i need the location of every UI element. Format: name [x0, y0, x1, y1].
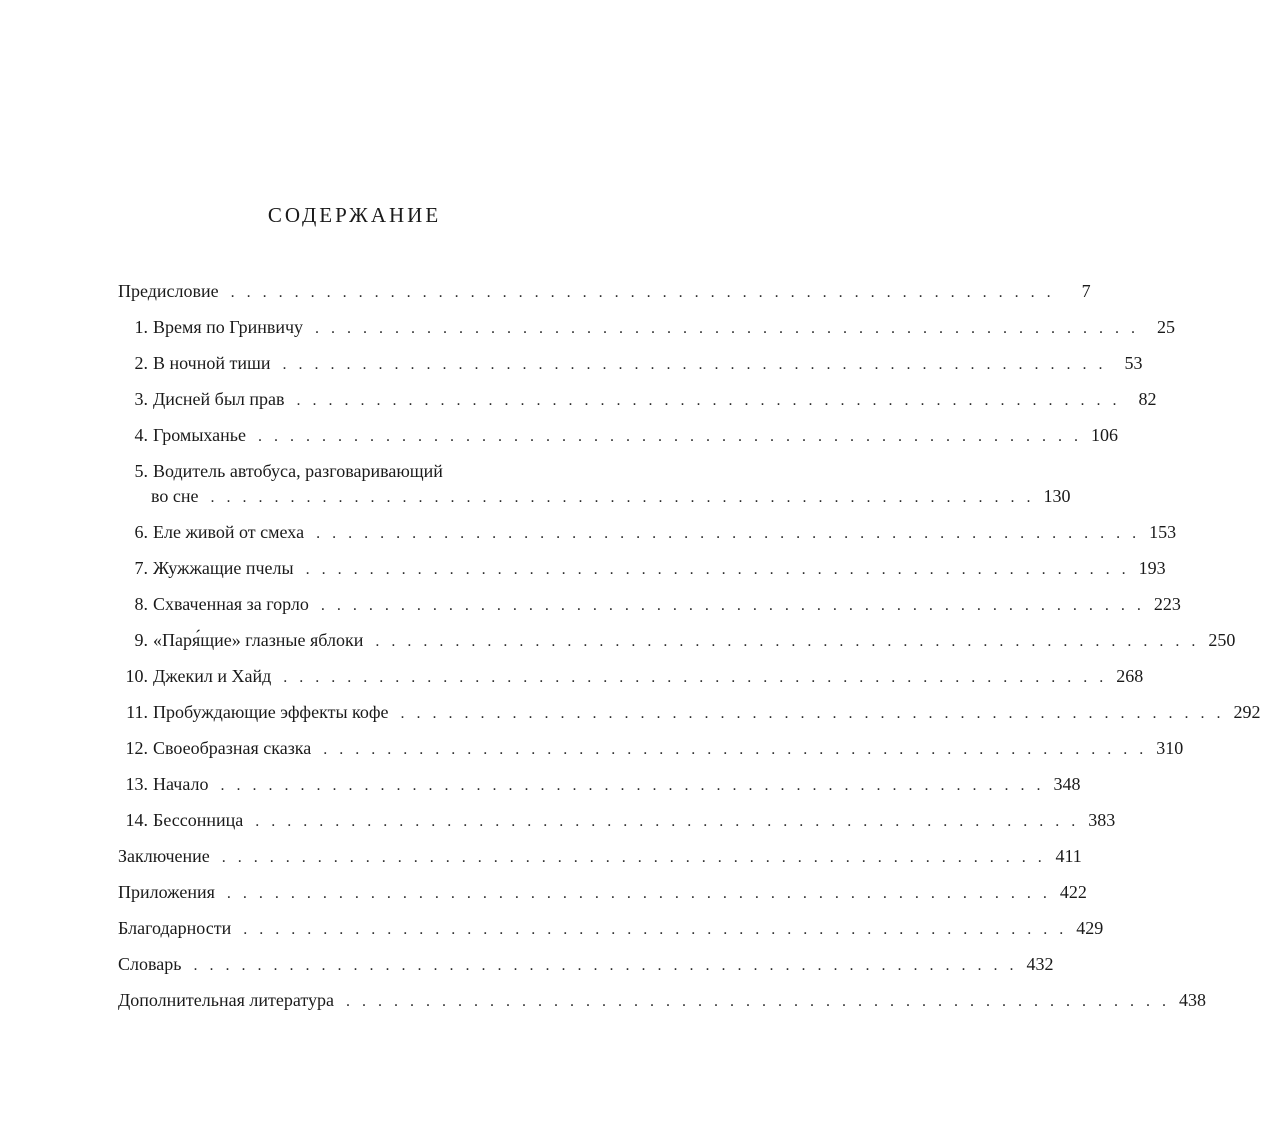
toc-entry-page: 383: [1088, 810, 1116, 830]
toc-leader-dots: . . . . . . . . . . . . . . . . . . . . . . . . . . . . . . . . . . . . . . . . . . . . . . . . . . . .: [316, 525, 1141, 542]
toc-entry-page: 310: [1156, 738, 1184, 758]
toc-entry-number: 2.: [134, 353, 148, 373]
toc-leader-dots: . . . . . . . . . . . . . . . . . . . . . . . . . . . . . . . . . . . . . . . . . . . . . . . . . . . .: [305, 561, 1130, 578]
toc-entry-label: Схваченная за горло: [153, 594, 309, 614]
toc-leader-dots: . . . . . . . . . . . . . . . . . . . . . . . . . . . . . . . . . . . . . . . . . . . . . . . . . . . .: [243, 921, 1068, 938]
toc-entry-label: Еле живой от смеха: [153, 522, 305, 542]
toc-entry-label-line-1: Водитель автобуса, разговаривающий: [153, 461, 443, 481]
toc-entry-page: 130: [1043, 486, 1071, 506]
table-of-contents: [118, 279, 1261, 1024]
toc-entry-glossary: [118, 952, 1054, 978]
toc-entry-page: 411: [1055, 846, 1082, 866]
toc-entry-number: 11.: [126, 702, 148, 722]
toc-entry-page: 422: [1059, 882, 1087, 902]
toc-entry-label: Дисней был прав: [153, 389, 285, 409]
toc-entry-number: 6.: [134, 522, 148, 542]
toc-entry-chapter-12: [118, 736, 1184, 762]
toc-entry-label: «Паря́щие» глазные яблоки: [153, 630, 364, 650]
toc-leader-dots: . . . . . . . . . . . . . . . . . . . . . . . . . . . . . . . . . . . . . . . . . . . . . . . . . . . .: [210, 489, 1035, 506]
toc-entry-number: 4.: [134, 425, 148, 445]
toc-entry-label: Благодарности: [118, 918, 232, 938]
toc-entry-page: 250: [1208, 630, 1236, 650]
toc-entry-page: 106: [1091, 425, 1118, 445]
toc-entry-number: 14.: [125, 810, 148, 830]
toc-entry-chapter-5: [118, 459, 1071, 510]
toc-entry-number: 12.: [125, 738, 148, 758]
toc-entry-chapter-8: [118, 592, 1181, 618]
toc-leader-dots: . . . . . . . . . . . . . . . . . . . . . . . . . . . . . . . . . . . . . . . . . . . . . . . . . . . .: [296, 392, 1121, 409]
toc-leader-dots: . . . . . . . . . . . . . . . . . . . . . . . . . . . . . . . . . . . . . . . . . . . . . . . . . . . .: [258, 428, 1082, 445]
page-title: СОДЕРЖАНИЕ: [267, 203, 442, 227]
toc-entry-label: Приложения: [118, 882, 215, 902]
toc-entry-number: 3.: [134, 389, 148, 409]
toc-leader-dots: . . . . . . . . . . . . . . . . . . . . . . . . . . . . . . . . . . . . . . . . . . . . . . . . . . . .: [282, 356, 1107, 373]
toc-entry-page: 268: [1116, 666, 1144, 686]
toc-entry-label: Предисловие: [118, 281, 219, 301]
toc-leader-dots: . . . . . . . . . . . . . . . . . . . . . . . . . . . . . . . . . . . . . . . . . . . . . . . . . . . .: [320, 597, 1145, 614]
toc-entry-chapter-3: [118, 387, 1157, 413]
toc-entry-label: Пробуждающие эффекты кофе: [153, 702, 389, 722]
toc-entry-number: 5.: [134, 461, 148, 481]
toc-entry-chapter-2: [118, 351, 1143, 377]
toc-leader-dots: . . . . . . . . . . . . . . . . . . . . . . . . . . . . . . . . . . . . . . . . . . . . . . . . . . . .: [255, 813, 1080, 830]
toc-entry-label: Словарь: [118, 954, 182, 974]
toc-entry-label: Заключение: [118, 846, 210, 866]
toc-entry-appendices: [118, 880, 1087, 906]
toc-entry-page: 7: [1081, 281, 1091, 301]
toc-entry-label: Жужжащие пчелы: [153, 558, 294, 578]
toc-entry-number: 8.: [134, 594, 148, 614]
toc-entry-label: Дополнительная литература: [118, 990, 334, 1010]
toc-leader-dots: . . . . . . . . . . . . . . . . . . . . . . . . . . . . . . . . . . . . . . . . . . . . . . . . . . . .: [221, 849, 1046, 866]
toc-entry-label: Начало: [153, 774, 209, 794]
toc-entry-page: 25: [1157, 317, 1176, 337]
toc-entry-page: 432: [1026, 954, 1054, 974]
toc-entry-chapter-11: [118, 700, 1261, 726]
toc-entry-number: 13.: [125, 774, 148, 794]
toc-entry-page: 193: [1138, 558, 1166, 578]
toc-entry-page: 53: [1124, 353, 1143, 373]
toc-entry-chapter-13: [118, 772, 1081, 798]
toc-entry-number: 9.: [134, 630, 148, 650]
toc-entry-number: 1.: [134, 317, 148, 337]
toc-leader-dots: . . . . . . . . . . . . . . . . . . . . . . . . . . . . . . . . . . . . . . . . . . . . . . . . . . . .: [315, 320, 1140, 337]
toc-entry-label: Громыханье: [153, 425, 246, 445]
toc-leader-dots: . . . . . . . . . . . . . . . . . . . . . . . . . . . . . . . . . . . . . . . . . . . . . . . . . . . .: [193, 957, 1018, 974]
toc-entry-label: Джекил и Хайд: [153, 666, 272, 686]
toc-entry-preface: [118, 279, 1091, 305]
toc-entry-chapter-9: [118, 628, 1236, 654]
toc-entry-page: 82: [1138, 389, 1157, 409]
toc-leader-dots: . . . . . . . . . . . . . . . . . . . . . . . . . . . . . . . . . . . . . . . . . . . . . . . . . . . .: [220, 777, 1045, 794]
toc-leader-dots: . . . . . . . . . . . . . . . . . . . . . . . . . . . . . . . . . . . . . . . . . . . . . . . . . . . .: [375, 633, 1200, 650]
toc-leader-dots: . . . . . . . . . . . . . . . . . . . . . . . . . . . . . . . . . . . . . . . . . . . . . . . . . . . .: [226, 885, 1051, 902]
toc-entry-page: 223: [1153, 594, 1181, 614]
toc-entry-further-reading: [118, 988, 1206, 1014]
toc-entry-label: Своеобразная сказка: [153, 738, 312, 758]
toc-entry-page: 429: [1076, 918, 1104, 938]
toc-entry-label: В ночной тиши: [153, 353, 271, 373]
toc-entry-page: 153: [1149, 522, 1177, 542]
toc-entry-chapter-1: [118, 315, 1176, 341]
toc-entry-page: 292: [1233, 702, 1261, 722]
toc-leader-dots: . . . . . . . . . . . . . . . . . . . . . . . . . . . . . . . . . . . . . . . . . . . . . . . . . . . .: [283, 669, 1108, 686]
toc-entry-page: 438: [1178, 990, 1206, 1010]
toc-entry-chapter-4: [118, 423, 1118, 449]
toc-entry-chapter-10: [118, 664, 1144, 690]
toc-entry-chapter-7: [118, 556, 1166, 582]
toc-entry-page: 348: [1053, 774, 1081, 794]
toc-entry-label-line-2: во сне: [151, 486, 199, 506]
toc-entry-label: Бессонница: [153, 810, 244, 830]
toc-leader-dots: . . . . . . . . . . . . . . . . . . . . . . . . . . . . . . . . . . . . . . . . . . . . . . . . . . . .: [345, 993, 1170, 1010]
toc-entry-acknowledgements: [118, 916, 1104, 942]
toc-entry-conclusion: [118, 844, 1082, 870]
toc-leader-dots: . . . . . . . . . . . . . . . . . . . . . . . . . . . . . . . . . . . . . . . . . . . . . . . . . . . .: [400, 705, 1225, 722]
toc-entry-chapter-6: [118, 520, 1177, 546]
toc-entry-label: Время по Гринвичу: [153, 317, 304, 337]
toc-leader-dots: . . . . . . . . . . . . . . . . . . . . . . . . . . . . . . . . . . . . . . . . . . . . . . . . . . . .: [323, 741, 1148, 758]
toc-entry-number: 7.: [134, 558, 148, 578]
toc-leader-dots: . . . . . . . . . . . . . . . . . . . . . . . . . . . . . . . . . . . . . . . . . . . . . . . . . . . .: [230, 284, 1055, 301]
toc-entry-number: 10.: [125, 666, 148, 686]
toc-entry-chapter-14: [118, 808, 1116, 834]
